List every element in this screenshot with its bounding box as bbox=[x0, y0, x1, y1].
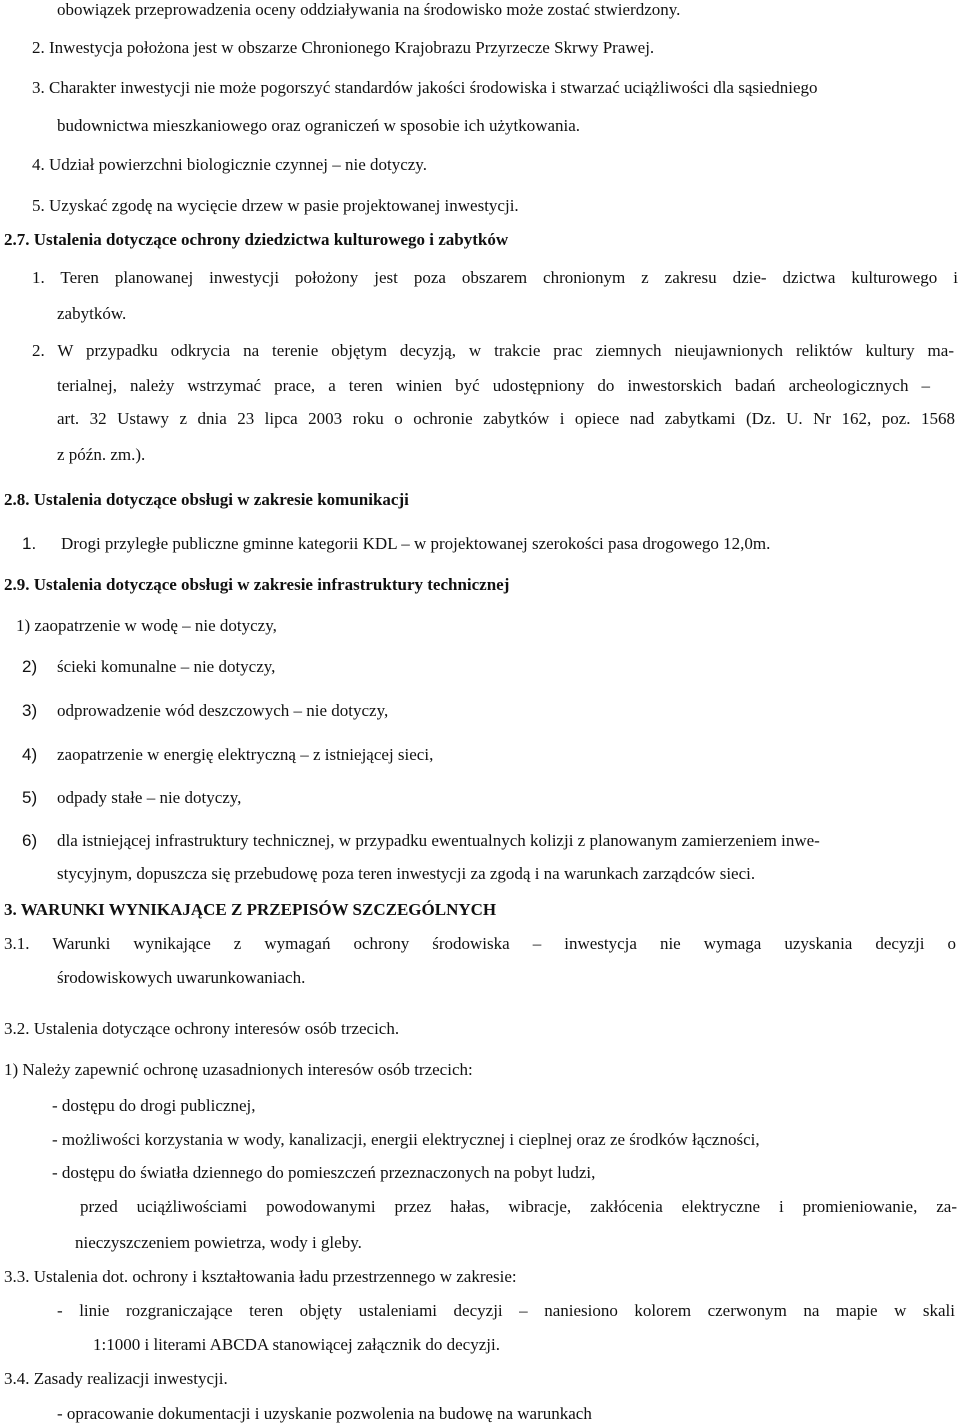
list-number: 6) bbox=[22, 831, 38, 850]
list-item: 2. W przypadku odkrycia na terenie objętym decyzją, w trakcie prac ziemnych nieujawnionych reliktów kultury ma- bbox=[32, 341, 954, 360]
list-item: 1) Należy zapewnić ochronę uzasadnionych interesów osób trzecich: bbox=[4, 1060, 473, 1079]
list-text: ścieki komunalne – nie dotyczy, bbox=[57, 657, 276, 676]
paragraph-line: art. 32 Ustawy z dnia 23 lipca 2003 roku o ochronie zabytków i opiece nad zabytkami (Dz. U. Nr 162, poz. 1568 bbox=[57, 409, 955, 428]
subsection-line: 3.1. Warunki wynikające z wymagań ochrony środowiska – inwestycja nie wymaga uzyskania decyzji o bbox=[4, 934, 956, 953]
list-item: - linie rozgraniczające teren objęty ustaleniami decyzji – naniesiono kolorem czerwonym na mapie w skali bbox=[57, 1301, 955, 1320]
paragraph-line: 1:1000 i literami ABCDA stanowiącej załącznik do decyzji. bbox=[93, 1335, 500, 1354]
list-item: 1) zaopatrzenie w wodę – nie dotyczy, bbox=[16, 616, 277, 635]
subsection-heading: 3.3. Ustalenia dot. ochrony i kształtowania ładu przestrzennego w zakresie: bbox=[4, 1267, 517, 1286]
list-item: 5. Uzyskać zgodę na wycięcie drzew w pasie projektowanej inwestycji. bbox=[32, 196, 519, 215]
subsection-heading: 3.2. Ustalenia dotyczące ochrony interesów osób trzecich. bbox=[4, 1019, 400, 1038]
section-heading: 3. WARUNKI WYNIKAJĄCE Z PRZEPISÓW SZCZEGÓLNYCH bbox=[4, 900, 497, 919]
list-item bbox=[22, 788, 241, 808]
paragraph-line: obowiązek przeprowadzenia oceny oddziaływania na środowisko może zostać stwierdzony. bbox=[57, 0, 681, 19]
subsection-heading: 3.4. Zasady realizacji inwestycji. bbox=[4, 1369, 228, 1388]
list-item: - dostępu do światła dziennego do pomieszczeń przeznaczonych na pobyt ludzi, bbox=[52, 1163, 596, 1182]
list-item: - dostępu do drogi publicznej, bbox=[52, 1096, 256, 1115]
list-item bbox=[22, 745, 433, 765]
list-item bbox=[22, 701, 388, 721]
paragraph-line: budownictwa mieszkaniowego oraz ograniczeń w sposobie ich użytkowania. bbox=[57, 116, 581, 135]
list-item: - opracowanie dokumentacji i uzyskanie pozwolenia na budowę na warunkach bbox=[57, 1404, 592, 1423]
list-item bbox=[22, 657, 275, 677]
list-item bbox=[22, 831, 820, 851]
list-text: odprowadzenie wód deszczowych – nie dotyczy, bbox=[57, 701, 389, 720]
section-heading: 2.7. Ustalenia dotyczące ochrony dziedzictwa kulturowego i zabytków bbox=[4, 230, 509, 249]
list-item: 3. Charakter inwestycji nie może pogorszyć standardów jakości środowiska i stwarzać uciążliwości dla sąsiedniego bbox=[32, 78, 818, 97]
list-text: odpady stałe – nie dotyczy, bbox=[57, 788, 242, 807]
list-item: - możliwości korzystania w wody, kanalizacji, energii elektrycznej i cieplnej oraz ze środków łączności, bbox=[52, 1130, 760, 1149]
list-item: 2. Inwestycja położona jest w obszarze Chronionego Krajobrazu Przyrzecze Skrwy Prawej. bbox=[32, 38, 655, 57]
list-number: 3) bbox=[22, 701, 38, 720]
list-item: 4. Udział powierzchni biologicznie czynnej – nie dotyczy. bbox=[32, 155, 427, 174]
paragraph-line: przed uciążliwościami powodowanymi przez hałas, wibracje, zakłócenia elektryczne i promieniowanie, za- bbox=[80, 1197, 957, 1216]
list-number: 1. bbox=[22, 534, 37, 553]
list-text: Drogi przyległe publiczne gminne kategorii KDL – w projektowanej szerokości pasa drogowego 12,0m. bbox=[61, 534, 771, 553]
list-text: zaopatrzenie w energię elektryczną – z istniejącej sieci, bbox=[57, 745, 434, 764]
section-heading: 2.9. Ustalenia dotyczące obsługi w zakresie infrastruktury technicznej bbox=[4, 575, 510, 594]
paragraph-line: środowiskowych uwarunkowaniach. bbox=[57, 968, 306, 987]
list-text: dla istniejącej infrastruktury technicznej, w przypadku ewentualnych kolizji z planowanym zamierzeniem inwe- bbox=[57, 831, 820, 850]
list-item bbox=[22, 534, 770, 554]
section-heading: 2.8. Ustalenia dotyczące obsługi w zakresie komunikacji bbox=[4, 490, 409, 509]
paragraph-line: terialnej, należy wstrzymać prace, a teren winien być udostępniony do inwestorskich badań archeologicznych – bbox=[57, 376, 930, 395]
list-item: 1. Teren planowanej inwestycji położony jest poza obszarem chronionym z zakresu dzie- dzictwa kulturowego i bbox=[32, 268, 958, 287]
paragraph-line: z późn. zm.). bbox=[57, 445, 146, 464]
paragraph-line: zabytków. bbox=[57, 304, 127, 323]
list-number: 2) bbox=[22, 657, 38, 676]
paragraph-line: stycyjnym, dopuszcza się przebudowę poza teren inwestycji za zgodą i na warunkach zarządców sieci. bbox=[57, 864, 756, 883]
paragraph-line: nieczyszczeniem powietrza, wody i gleby. bbox=[75, 1233, 362, 1252]
list-number: 5) bbox=[22, 788, 38, 807]
list-number: 4) bbox=[22, 745, 38, 764]
